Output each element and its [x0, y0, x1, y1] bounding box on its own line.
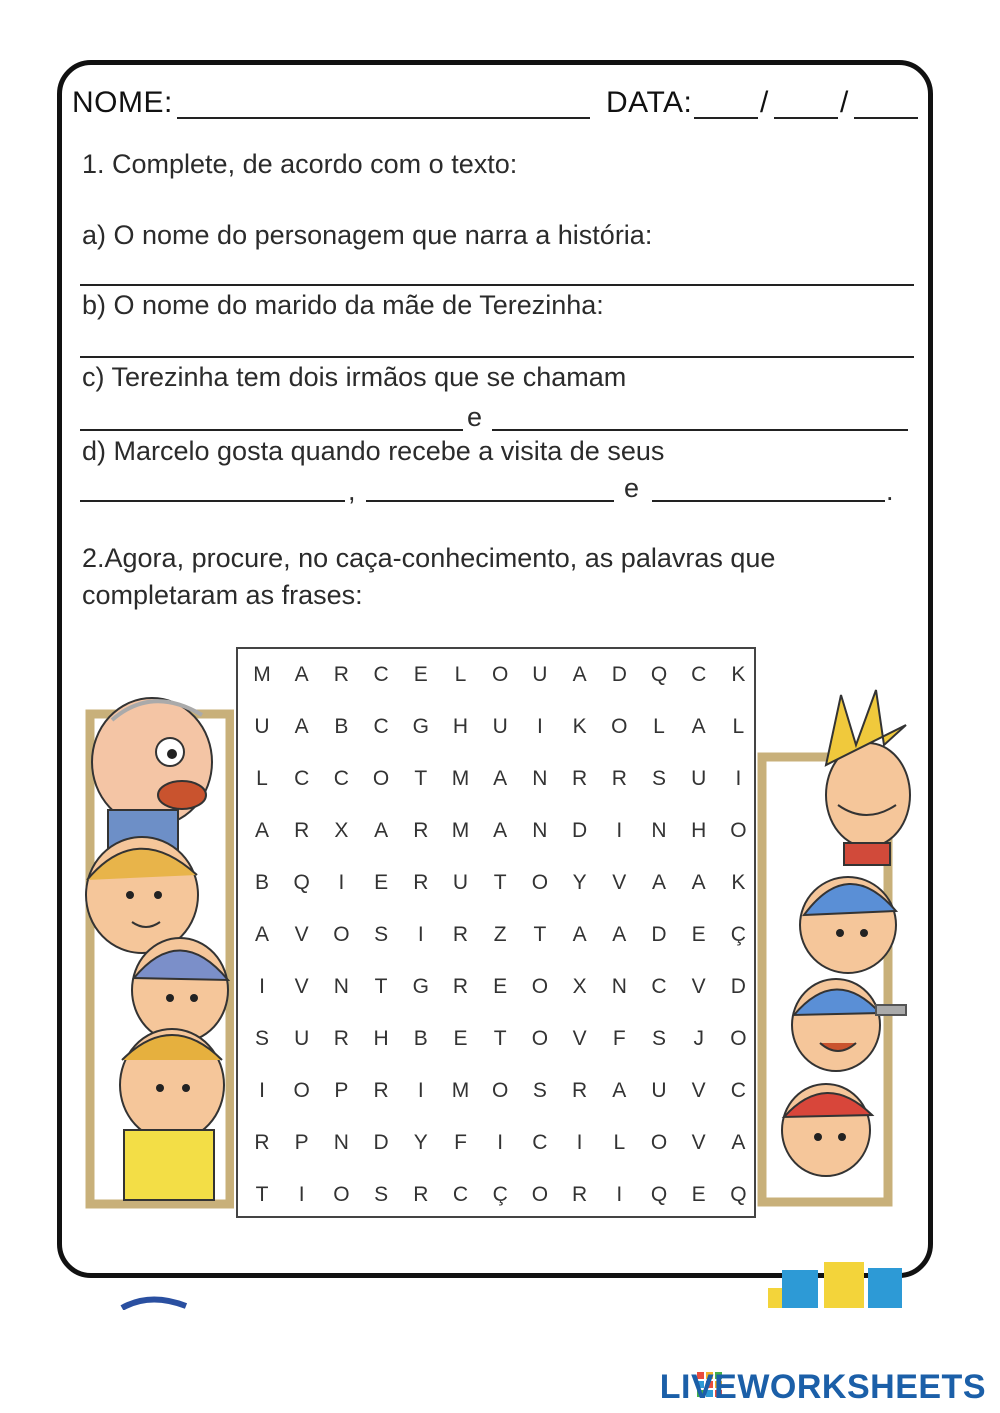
grid-letter[interactable]: O — [492, 1079, 509, 1102]
grid-letter[interactable]: M — [451, 767, 470, 790]
boy-red-cap-figure — [782, 1084, 872, 1176]
boy-blue-cap-figure — [800, 877, 896, 973]
grid-row — [238, 701, 754, 753]
grid-letter[interactable]: T — [414, 767, 428, 790]
grid-letter[interactable]: N — [651, 819, 667, 842]
grid-letter[interactable]: D — [730, 975, 746, 998]
grid-letter[interactable]: A — [572, 663, 587, 686]
grid-letter[interactable]: I — [616, 819, 623, 842]
grid-letter[interactable]: U — [294, 1027, 310, 1050]
grid-letter[interactable]: U — [254, 715, 270, 738]
grid-letter[interactable]: A — [493, 819, 508, 842]
grid-row — [238, 1169, 754, 1221]
grid-letter[interactable]: R — [294, 819, 310, 842]
grid-letter[interactable]: R — [452, 923, 469, 946]
grid-letter[interactable]: T — [493, 1027, 507, 1050]
answer-line-b[interactable] — [80, 356, 914, 358]
grid-letter[interactable]: O — [611, 715, 628, 738]
grid-letter[interactable]: A — [691, 715, 706, 738]
grid-letter[interactable]: A — [691, 871, 706, 894]
grid-letter[interactable]: C — [333, 767, 349, 790]
grid-letter[interactable]: I — [338, 871, 345, 894]
grid-letter[interactable]: S — [651, 767, 666, 790]
grid-letter[interactable]: A — [254, 923, 269, 946]
grid-letter[interactable]: I — [417, 923, 424, 946]
grid-letter[interactable]: A — [612, 923, 627, 946]
grid-letter[interactable]: D — [611, 663, 627, 686]
grid-letter[interactable]: A — [651, 871, 666, 894]
grid-letter[interactable]: U — [532, 663, 548, 686]
answer-line-a[interactable] — [80, 284, 914, 286]
grid-letter[interactable]: O — [333, 923, 350, 946]
grid-letter[interactable]: A — [612, 1079, 627, 1102]
question-1d-period: . — [886, 476, 894, 506]
grid-letter[interactable]: O — [372, 767, 390, 790]
grid-letter[interactable]: I — [259, 975, 265, 998]
question-1d-comma: , — [348, 476, 356, 506]
grid-letter[interactable]: T — [493, 871, 507, 894]
question-1b: b) O nome do marido da mãe de Terezinha: — [82, 290, 604, 320]
grid-letter[interactable]: I — [536, 715, 543, 738]
grid-letter[interactable]: R — [333, 1027, 349, 1050]
boy-cap-figure — [132, 938, 228, 1042]
grid-letter[interactable]: C — [651, 975, 667, 998]
grid-row — [238, 909, 754, 961]
grid-letter[interactable]: E — [374, 871, 389, 894]
grid-letter[interactable]: N — [333, 1131, 349, 1154]
grid-letter[interactable]: R — [373, 1079, 389, 1102]
grid-letter[interactable]: R — [572, 1183, 588, 1206]
grid-row — [238, 805, 754, 857]
grid-letter[interactable]: U — [492, 715, 508, 738]
grid-letter[interactable]: K — [572, 715, 587, 738]
grid-letter[interactable]: I — [735, 767, 742, 790]
grid-letter[interactable]: C — [373, 663, 389, 686]
decorative-blocks — [768, 1258, 908, 1308]
date-month-line[interactable] — [774, 117, 838, 119]
grid-letter[interactable]: V — [572, 1027, 587, 1050]
grid-letter[interactable]: N — [532, 767, 548, 790]
grid-letter[interactable]: T — [374, 975, 388, 998]
grid-letter[interactable]: P — [294, 1131, 309, 1154]
word-search-grid[interactable] — [236, 647, 756, 1218]
grid-row — [238, 1117, 754, 1169]
grid-letter[interactable]: C — [532, 1131, 548, 1154]
grid-letter[interactable]: S — [374, 923, 389, 946]
grid-letter[interactable]: L — [613, 1131, 626, 1154]
girl-figure — [86, 837, 198, 953]
grid-letter[interactable]: V — [691, 1079, 706, 1102]
grid-letter[interactable]: P — [334, 1079, 349, 1102]
grid-letter[interactable]: I — [576, 1131, 583, 1154]
date-day-line[interactable] — [694, 117, 758, 119]
grid-letter[interactable]: L — [653, 715, 665, 738]
grid-letter[interactable]: V — [612, 871, 627, 894]
grid-letter[interactable]: L — [732, 715, 745, 738]
grid-letter[interactable]: Y — [413, 1131, 428, 1154]
answer-line-c1[interactable] — [80, 429, 463, 431]
grid-letter[interactable]: S — [651, 1027, 666, 1050]
answer-line-d1[interactable] — [80, 500, 345, 502]
grid-letter[interactable]: Q — [650, 1183, 668, 1206]
grid-letter[interactable]: T — [255, 1183, 269, 1206]
grid-letter[interactable]: R — [572, 767, 588, 790]
grid-letter[interactable]: E — [413, 663, 428, 686]
grid-letter[interactable]: G — [412, 715, 429, 738]
grid-letter[interactable]: O — [492, 663, 509, 686]
date-year-line[interactable] — [854, 117, 918, 119]
grid-letter[interactable]: O — [531, 1027, 549, 1050]
grid-letter[interactable]: C — [373, 715, 389, 738]
grid-letter[interactable]: Ç — [730, 923, 746, 946]
grid-letter[interactable]: A — [294, 663, 309, 686]
grid-letter[interactable]: O — [650, 1131, 668, 1154]
grid-letter[interactable]: O — [730, 819, 747, 842]
grid-letter[interactable]: G — [412, 975, 429, 998]
grid-letter[interactable]: C — [452, 1183, 469, 1206]
liveworksheets-brand[interactable]: LIVEWORKSHEETS — [659, 1368, 986, 1406]
grid-letter[interactable]: D — [572, 819, 588, 842]
answer-line-d3[interactable] — [652, 500, 885, 502]
grid-letter[interactable]: R — [413, 1183, 429, 1206]
grid-letter[interactable]: S — [532, 1079, 547, 1102]
grid-letter[interactable]: O — [531, 1183, 549, 1206]
question-1d-conjunction: e — [624, 473, 640, 503]
grid-letter[interactable]: R — [333, 663, 349, 686]
grid-letter[interactable]: N — [532, 819, 548, 842]
date-separator: / — [760, 86, 769, 119]
grid-letter[interactable]: U — [651, 1079, 667, 1102]
grid-letter[interactable]: Q — [650, 663, 668, 686]
grid-letter[interactable]: M — [451, 1079, 470, 1102]
grid-letter[interactable]: R — [413, 819, 429, 842]
grid-letter[interactable]: I — [497, 1131, 504, 1154]
grid-letter[interactable]: A — [731, 1131, 746, 1154]
grid-letter[interactable]: D — [373, 1131, 389, 1154]
grid-letter[interactable]: R — [452, 975, 469, 998]
date-separator: / — [840, 86, 849, 119]
question-1c-conjunction: e — [467, 402, 483, 432]
grid-row — [238, 753, 754, 805]
grid-letter[interactable]: Z — [493, 923, 507, 946]
grid-letter[interactable]: H — [452, 715, 469, 738]
grid-letter[interactable]: O — [531, 975, 549, 998]
grid-letter[interactable]: A — [374, 819, 389, 842]
grid-letter[interactable]: K — [731, 663, 746, 686]
grid-row — [238, 1065, 754, 1117]
grid-letter[interactable]: L — [454, 663, 467, 686]
grid-letter[interactable]: I — [616, 1183, 623, 1206]
grid-letter[interactable]: E — [691, 923, 706, 946]
name-label: NOME: — [72, 86, 173, 119]
question-1c: c) Terezinha tem dois irmãos que se chamam — [82, 362, 627, 392]
grid-letter[interactable]: J — [693, 1027, 704, 1050]
grid-letter[interactable]: B — [254, 871, 269, 894]
children-illustration-left — [62, 690, 234, 1210]
grid-letter[interactable]: R — [611, 767, 627, 790]
grid-letter[interactable]: S — [374, 1183, 389, 1206]
grid-letter[interactable]: V — [294, 923, 309, 946]
grid-letter[interactable]: L — [256, 767, 268, 790]
grid-letter[interactable]: Q — [293, 871, 310, 894]
grid-letter[interactable]: E — [493, 975, 508, 998]
grid-letter[interactable]: U — [452, 871, 469, 894]
grid-letter[interactable]: E — [453, 1027, 468, 1050]
grid-letter[interactable]: V — [691, 975, 706, 998]
decorative-swoosh — [120, 1296, 190, 1310]
grid-letter[interactable]: V — [691, 1131, 706, 1154]
question-1a: a) O nome do personagem que narra a história: — [82, 220, 653, 250]
answer-line-c2[interactable] — [492, 429, 908, 431]
grid-letter[interactable]: R — [413, 871, 429, 894]
grid-letter[interactable]: E — [691, 1183, 706, 1206]
grid-letter[interactable]: D — [651, 923, 667, 946]
grid-letter[interactable]: O — [293, 1079, 310, 1102]
grid-letter[interactable]: Y — [572, 871, 587, 894]
grid-letter[interactable]: Q — [730, 1183, 747, 1206]
grid-letter[interactable]: C — [294, 767, 310, 790]
grid-letter[interactable]: B — [413, 1027, 428, 1050]
grid-letter[interactable]: A — [294, 715, 309, 738]
grid-letter[interactable]: C — [730, 1079, 746, 1102]
grid-letter[interactable]: O — [730, 1027, 747, 1050]
grid-letter[interactable]: A — [254, 819, 269, 842]
question-2-line1: 2.Agora, procure, no caça-conhecimento, as palavras que — [82, 543, 776, 573]
grid-letter[interactable]: Ç — [492, 1183, 508, 1206]
grid-letter[interactable]: M — [253, 663, 271, 686]
grid-letter[interactable]: C — [691, 663, 707, 686]
grid-letter[interactable]: U — [691, 767, 707, 790]
grid-row — [238, 1013, 754, 1065]
grid-row — [238, 857, 754, 909]
grid-letter[interactable]: T — [533, 923, 547, 946]
grid-letter[interactable]: B — [334, 715, 349, 738]
grid-letter[interactable]: I — [417, 1079, 424, 1102]
grid-letter[interactable]: N — [333, 975, 349, 998]
grid-letter[interactable]: I — [259, 1079, 265, 1102]
grid-letter[interactable]: A — [493, 767, 508, 790]
grid-letter[interactable]: F — [612, 1027, 626, 1050]
grid-letter[interactable]: X — [572, 975, 587, 998]
grid-letter[interactable]: R — [572, 1079, 588, 1102]
boy-yellow-figure — [120, 1029, 224, 1200]
question-1-title: 1. Complete, de acordo com o texto: — [82, 149, 518, 179]
date-label: DATA: — [606, 86, 693, 119]
grid-row — [238, 961, 754, 1013]
grid-letter[interactable]: N — [611, 975, 627, 998]
grid-letter[interactable]: V — [294, 975, 309, 998]
answer-line-d2[interactable] — [366, 500, 614, 502]
grid-letter[interactable]: S — [254, 1027, 269, 1050]
grid-letter[interactable]: I — [298, 1183, 305, 1206]
grid-letter[interactable]: X — [334, 819, 349, 842]
grid-row — [238, 649, 754, 701]
grid-letter[interactable]: F — [454, 1131, 467, 1154]
name-answer-line[interactable] — [177, 117, 590, 119]
grid-letter[interactable]: M — [451, 819, 470, 842]
grid-letter[interactable]: K — [731, 871, 746, 894]
grid-letter[interactable]: H — [373, 1027, 389, 1050]
grid-letter[interactable]: R — [254, 1131, 270, 1154]
question-1d: d) Marcelo gosta quando recebe a visita de seus — [82, 436, 665, 466]
grid-letter[interactable]: O — [333, 1183, 350, 1206]
children-illustration-right — [756, 685, 918, 1215]
grid-letter[interactable]: H — [691, 819, 707, 842]
grid-letter[interactable]: O — [531, 871, 549, 894]
question-2-line2: completaram as frases: — [82, 580, 363, 610]
grid-letter[interactable]: A — [572, 923, 587, 946]
boy-spiky-hair-figure — [826, 690, 910, 865]
grandfather-figure — [92, 698, 212, 850]
